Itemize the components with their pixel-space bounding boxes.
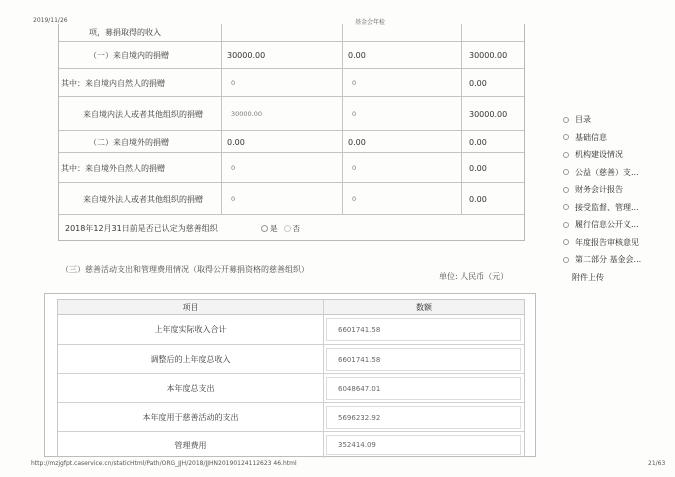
donation-table xyxy=(58,24,525,241)
charity-question: 2018年12月31日前是否已认定为慈善组织 xyxy=(65,223,218,233)
row-label: 调整后的上年度总收入 xyxy=(58,345,324,374)
table-row xyxy=(59,152,524,183)
cell-value: 0 xyxy=(352,164,357,172)
print-date: 2019/11/26 xyxy=(33,17,68,24)
sidebar-item-part-two[interactable] xyxy=(563,251,673,269)
table-header xyxy=(58,300,524,315)
cell-value: 0 xyxy=(352,110,357,118)
cell-value: 0 xyxy=(231,164,236,172)
cell-value: 0.00 xyxy=(348,137,366,147)
row-value: 6601741.58 xyxy=(338,355,381,364)
sidebar-item-disclosure[interactable] xyxy=(563,216,673,234)
radio-yes[interactable] xyxy=(261,225,268,232)
expense-table xyxy=(44,293,536,457)
row-value: 352414.09 xyxy=(338,441,376,449)
bullet-icon xyxy=(563,222,569,228)
sidebar-item-charity-expense[interactable] xyxy=(563,164,673,182)
bullet-icon xyxy=(563,117,569,123)
header-value: 数额 xyxy=(416,302,432,312)
cell-value: 0.00 xyxy=(469,163,487,173)
sidebar-item-label: 基础信息 xyxy=(575,132,607,142)
radio-yes-label: 是 xyxy=(270,223,278,233)
row-value: 6048647.01 xyxy=(338,384,381,393)
header-item: 项目 xyxy=(58,300,324,314)
radio-no-label: 否 xyxy=(292,223,300,233)
cell-value: 0.00 xyxy=(469,194,487,204)
table-row xyxy=(59,24,524,41)
row-label: 管理费用 xyxy=(58,432,324,458)
table-row xyxy=(59,182,524,215)
sidebar-item-contents[interactable] xyxy=(563,111,673,129)
cell-value: 30000.00 xyxy=(227,51,266,60)
unit-label: 单位: 人民币（元） xyxy=(439,272,509,281)
print-title: 基金会年检 xyxy=(355,19,386,26)
sidebar-item-attachments[interactable] xyxy=(563,269,673,287)
cell-value: 0 xyxy=(352,195,357,203)
bullet-icon xyxy=(563,239,569,245)
row-label: 来自境外法人或者其他组织的捐赠 xyxy=(83,194,203,204)
table-row xyxy=(59,96,524,131)
radio-no[interactable] xyxy=(284,225,291,232)
sidebar-item-supervision[interactable] xyxy=(563,199,673,217)
cell-value: 0.00 xyxy=(469,137,487,147)
bullet-icon xyxy=(563,152,569,158)
row-label: 其中：来自境外自然人的捐赠 xyxy=(61,163,165,173)
table-row xyxy=(58,344,524,374)
cell-value: 0 xyxy=(352,79,357,87)
row-label: 项，募捐取得的收入 xyxy=(89,28,161,37)
table-row xyxy=(58,431,524,458)
bullet-icon xyxy=(563,134,569,140)
cell-value: 0 xyxy=(231,79,236,87)
row-value: 5696232.92 xyxy=(338,413,381,422)
table-row xyxy=(59,41,524,69)
sidebar-item-label: 财务会计报告 xyxy=(575,185,623,195)
cell-value: 0.00 xyxy=(348,51,366,60)
row-label: 本年度总支出 xyxy=(58,374,324,403)
table-row xyxy=(59,68,524,97)
sidebar-item-label: 机构建设情况 xyxy=(575,150,623,160)
page-number: 21/63 xyxy=(648,460,666,467)
bullet-icon xyxy=(563,187,569,193)
sidebar-item-audit-opinion[interactable] xyxy=(563,234,673,252)
table-row xyxy=(59,130,524,153)
row-label: 来自境内法人或者其他组织的捐赠 xyxy=(83,109,203,119)
cell-value: 30000.00 xyxy=(469,51,508,60)
section-title: （三）慈善活动支出和管理费用情况（取得公开募捐资格的慈善组织） xyxy=(61,265,309,274)
sidebar-item-org-building[interactable] xyxy=(563,146,673,164)
row-label: （一）来自境内的捐赠 xyxy=(89,51,169,60)
charity-status-row xyxy=(59,214,524,241)
sidebar-item-label: 履行信息公开义... xyxy=(575,220,639,230)
sidebar-item-label: 目录 xyxy=(575,115,591,125)
sidebar-nav xyxy=(563,111,673,286)
row-value: 6601741.58 xyxy=(338,325,381,334)
bullet-icon xyxy=(563,204,569,210)
sidebar-item-label: 附件上传 xyxy=(572,272,604,282)
sidebar-item-label: 接受监督、管理... xyxy=(575,202,639,212)
sidebar-item-label: 年度报告审核意见 xyxy=(575,237,639,247)
cell-value: 30000.00 xyxy=(231,110,263,118)
cell-value: 30000.00 xyxy=(469,109,508,119)
row-label: 本年度用于慈善活动的支出 xyxy=(58,403,324,432)
sidebar-item-label: 公益（慈善）支... xyxy=(575,167,639,177)
row-label: （二）来自境外的捐赠 xyxy=(89,137,169,147)
bullet-icon xyxy=(563,169,569,175)
sidebar-item-label: 第二部分 基金会... xyxy=(575,255,642,265)
footer-url: http://mzjgfpt.caservice.cn/staticHtml/Path/ORG_JJH/2018/JJHN20190124112623 46.html xyxy=(31,460,297,467)
table-row xyxy=(58,315,524,344)
cell-value: 0.00 xyxy=(227,137,245,147)
row-label: 其中：来自境内自然人的捐赠 xyxy=(61,78,165,88)
row-label: 上年度实际收入合计 xyxy=(58,315,324,344)
table-row xyxy=(58,373,524,403)
sidebar-item-basic-info[interactable] xyxy=(563,129,673,147)
cell-value: 0 xyxy=(231,195,236,203)
table-row xyxy=(58,402,524,432)
cell-value: 0.00 xyxy=(469,78,487,88)
bullet-icon xyxy=(563,257,569,263)
sidebar-item-financial-report[interactable] xyxy=(563,181,673,199)
